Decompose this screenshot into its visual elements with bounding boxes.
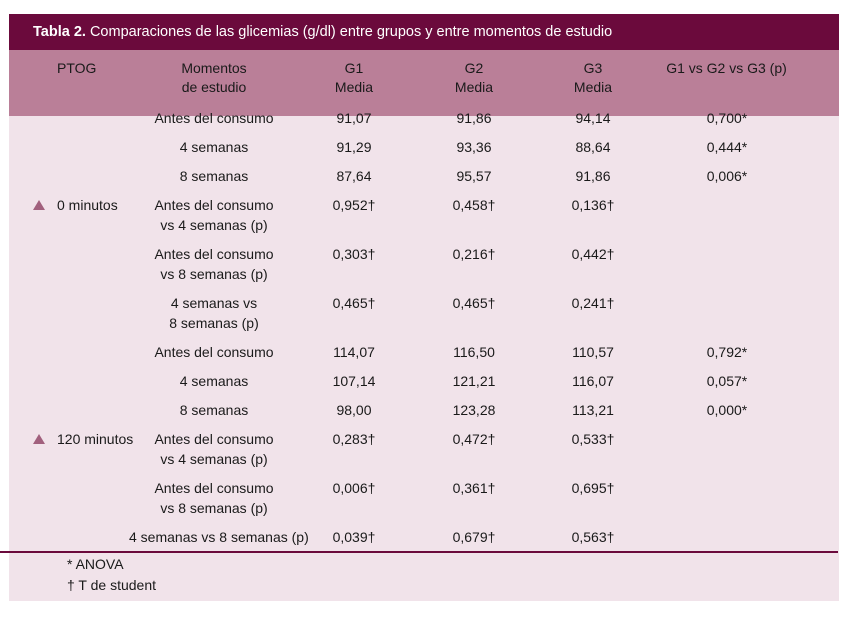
momento-cell [129,244,299,284]
value-cell-p: 0,700* [706,110,748,126]
value-cell-g3: 91,86 [575,168,611,184]
header-g3-line2: Media [573,79,613,95]
momento-line2: 8 semanas (p) [169,315,259,331]
value-cell-g3: 0,563† [571,529,615,545]
group-marker-0-icon [33,200,45,210]
value-cell-g2: 0,361† [452,480,496,496]
momento-cell [129,527,309,547]
value-cell-g1: 0,303† [332,246,376,262]
header-ptog: PTOG [57,60,97,76]
momento-cell [129,371,299,391]
header-momentos-line1: Momentos [181,60,247,76]
momento-cell [129,166,299,186]
momento-line1: Antes del consumo [154,110,274,126]
header-g1-line2: Media [334,79,374,95]
table-frame [9,14,839,601]
momento-line2: vs 4 semanas (p) [160,451,268,467]
header-g1 [319,59,389,97]
value-cell-g2: 0,465† [452,295,496,311]
momento-line2: vs 4 semanas (p) [160,217,268,233]
momento-line1: 8 semanas [179,402,249,418]
momento-line1: 4 semanas vs 8 semanas (p) [129,529,309,545]
value-cell-g3: 113,21 [572,402,614,418]
value-cell-g2: 93,36 [456,139,492,155]
value-cell-g3: 0,533† [571,431,615,447]
value-cell-g1: 0,283† [332,431,376,447]
table-header-row [9,50,839,116]
value-cell-g3: 116,07 [572,373,614,389]
momento-cell [129,195,299,235]
value-cell-g1: 91,07 [336,110,372,126]
momento-line2: vs 8 semanas (p) [160,266,268,282]
ptog-120-minutos: 120 minutos [57,431,134,447]
value-cell-g2: 121,21 [452,373,496,389]
ptog-0-minutos: 0 minutos [57,197,118,213]
value-cell-g2: 91,86 [456,110,492,126]
note-anova: * ANOVA [67,556,124,572]
table-title-prefix: Tabla 2. [33,24,86,40]
header-g2-line2: Media [454,79,494,95]
value-cell-g3: 0,241† [571,295,615,311]
momento-cell [129,108,299,128]
value-cell-p: 0,792* [706,344,748,360]
momento-cell [129,342,299,362]
value-cell-g3: 0,695† [571,480,615,496]
value-cell-g3: 88,64 [575,139,611,155]
value-cell-g1: 0,465† [332,295,376,311]
value-cell-g3: 94,14 [575,110,611,126]
value-cell-g1: 0,006† [332,480,376,496]
momento-cell [129,137,299,157]
value-cell-g2: 0,216† [452,246,496,262]
header-g1-line1: G1 [344,60,364,76]
momento-line1: Antes del consumo [154,344,274,360]
value-cell-g1: 0,952† [332,197,376,213]
momento-cell [129,429,299,469]
value-cell-p: 0,000* [706,402,748,418]
momento-line1: 4 semanas [179,373,249,389]
group-marker-120-icon [33,434,45,444]
value-cell-g3: 0,136† [571,197,615,213]
value-cell-g1: 98,00 [336,402,372,418]
table-title [9,14,839,50]
note-student: † T de student [67,577,156,593]
value-cell-g2: 95,57 [456,168,492,184]
momento-line1: Antes del consumo [154,431,274,447]
value-cell-g2: 0,472† [452,431,496,447]
value-cell-p: 0,057* [706,373,748,389]
momento-line1: 8 semanas [179,168,249,184]
value-cell-g1: 114,07 [333,344,375,360]
value-cell-g1: 0,039† [332,529,376,545]
value-cell-g2: 0,458† [452,197,496,213]
value-cell-g1: 91,29 [336,139,372,155]
header-momentos-line2: de estudio [181,79,247,95]
header-momentos [159,59,269,97]
value-cell-g2: 0,679† [452,529,496,545]
value-cell-p: 0,006* [706,168,748,184]
momento-cell [129,478,299,518]
value-cell-g2: 123,28 [452,402,496,418]
momento-line2: vs 8 semanas (p) [160,500,268,516]
momento-line1: Antes del consumo [154,197,274,213]
value-cell-g3: 110,57 [572,344,614,360]
value-cell-g1: 87,64 [336,168,372,184]
value-cell-p: 0,444* [706,139,748,155]
table-title-text: Comparaciones de las glicemias (g/dl) entre grupos y entre momentos de estudio [89,24,613,40]
momento-line1: Antes del consumo [154,246,274,262]
momento-cell [129,400,299,420]
momento-cell [129,293,299,333]
bottom-rule [0,551,838,553]
value-cell-g3: 0,442† [571,246,615,262]
value-cell-g1: 107,14 [332,373,376,389]
header-g2-line1: G2 [464,60,484,76]
header-comparison: G1 vs G2 vs G3 (p) [666,60,787,76]
momento-line1: 4 semanas vs [170,295,258,311]
header-g2 [439,59,509,97]
value-cell-g2: 116,50 [453,344,495,360]
momento-line1: 4 semanas [179,139,249,155]
header-g3-line1: G3 [583,60,603,76]
header-g3 [558,59,628,97]
momento-line1: Antes del consumo [154,480,274,496]
